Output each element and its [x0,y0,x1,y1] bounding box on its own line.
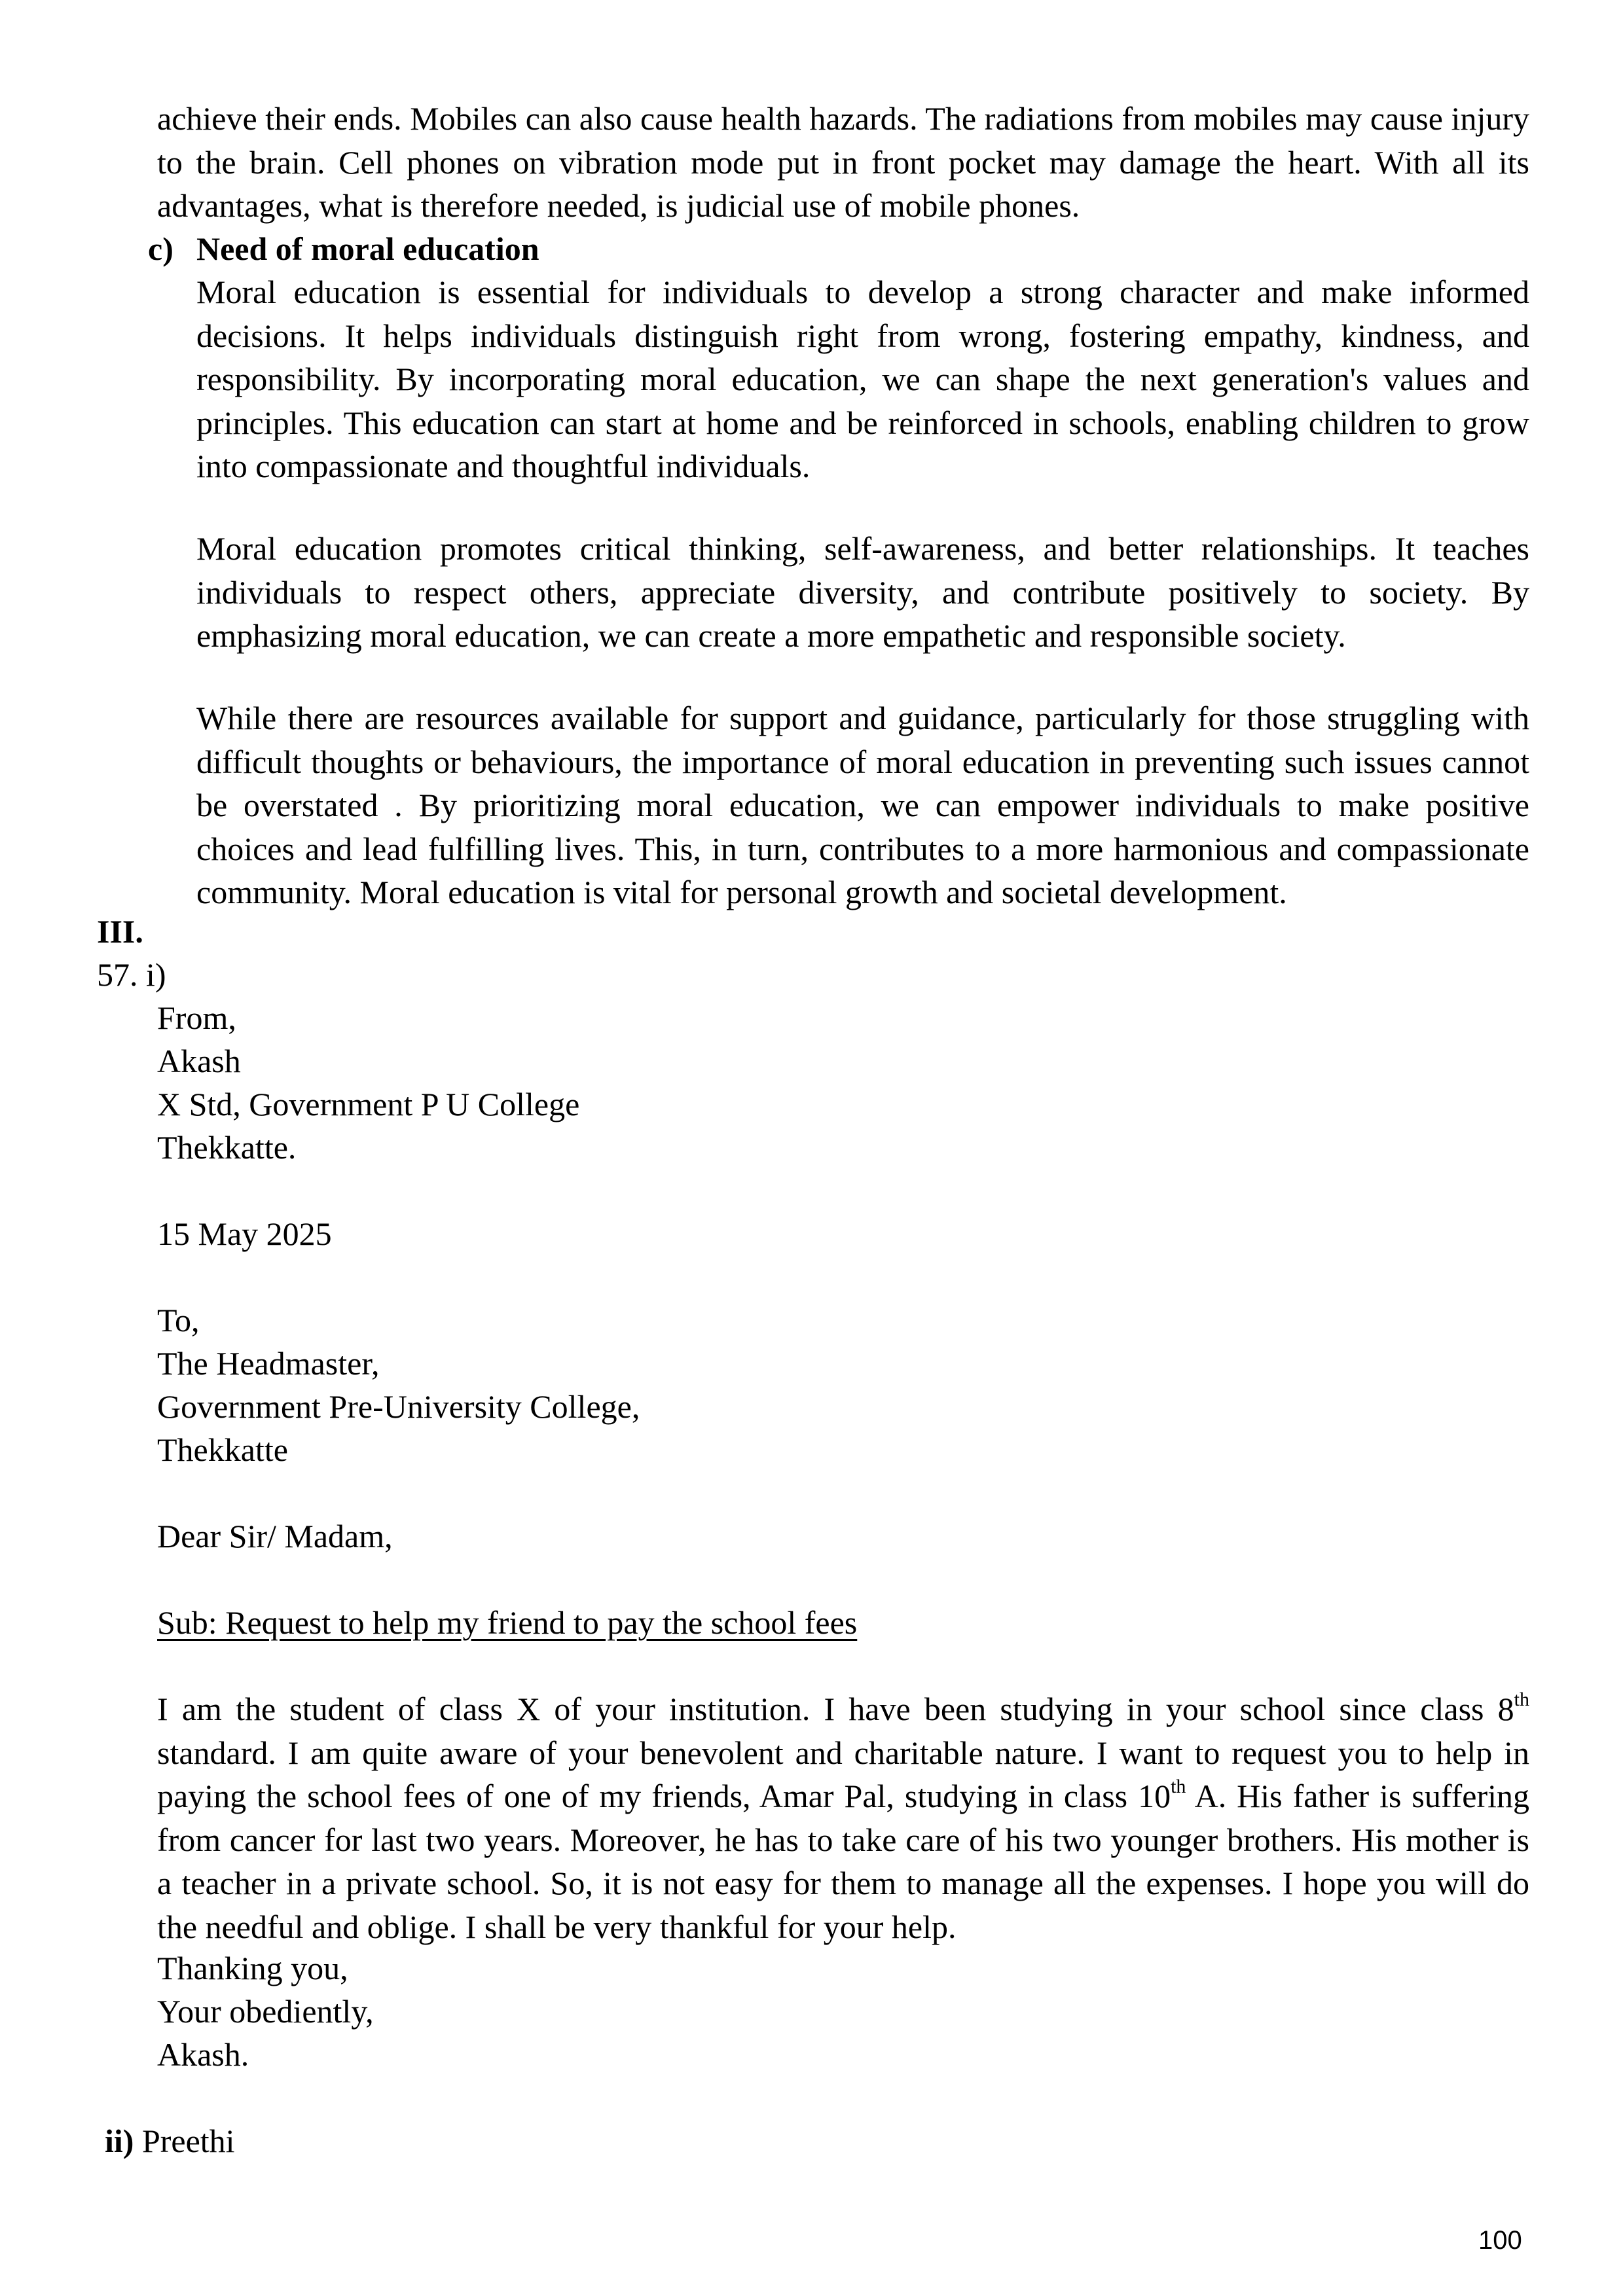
moral-education-paragraph-1: Moral education is essential for individuals to develop a strong character and make informed decisions. It helps individuals distinguish right from wrong, fostering empathy, kindness, and responsibility. By incorporating moral education, we can shape the next generation's values and principles. This education can start at home and be reinforced in schools, enabling children to grow into compassionate and thoughtful individuals. [196,274,1529,484]
letter-date: 15 May 2025 [157,1215,332,1252]
section-III-heading: III. [97,913,143,950]
part-ii-label: ii) [105,2123,134,2159]
letter-body-part-1: I am the student of class X of your institution. I have been studying in your school since class 8 [157,1691,1514,1727]
part-ii-text: Preethi [141,2123,235,2159]
page-number: 100 [1478,2226,1522,2255]
letter-body [157,1687,1529,1948]
letter-body-part-2: standard. I am quite aware of your benevolent and charitable nature. I want to request you to help in paying the school fees of one of my friends, Amar Pal, studying in class 10 [157,1734,1529,1814]
moral-education-paragraph-3: While there are resources available for support and guidance, particularly for those struggling with difficult thoughts or behaviours, the importance of moral education in preventing such issues cannot be overstated . By prioritizing moral education, we can empower individuals to make positive choices and lead fulfilling lives. This, in turn, contributes to a more harmonious and compassionate community. Moral education is vital for personal growth and societal development. [196,700,1529,910]
letter-body-part-3: A. His father is suffering from cancer for last two years. Moreover, he has to take care of his two younger brothers. His mother is a teacher in a private school. So, it is not easy for them to manage all the expenses. I hope you will do the needful and oblige. I shall be very thankful for your help. [157,1778,1530,1945]
section-c-marker: c) [148,230,173,267]
letter-signature: Akash. [157,2036,249,2073]
letter-from-address-1: X Std, Government P U College [157,1086,580,1122]
letter-salutation: Dear Sir/ Madam, [157,1518,393,1554]
continuation-paragraph: achieve their ends. Mobiles can also cause health hazards. The radiations from mobiles may cause injury to the brain. Cell phones on vibration mode put in front pocket may damage the heart. With all its advantages, what is therefore needed, is judicial use of mobile phones. [157,100,1529,224]
ordinal-suffix: th [1514,1689,1529,1710]
part-ii-answer [105,2119,235,2162]
letter-to-address-1: Government Pre-University College, [157,1388,640,1425]
letter-from-address-2: Thekkatte. [157,1129,297,1166]
letter-closing-1: Thanking you, [157,1950,348,1986]
letter-from-name: Akash [157,1043,241,1079]
letter-from-label: From, [157,999,236,1036]
ordinal-suffix: th [1171,1776,1186,1797]
section-c-heading: Need of moral education [196,230,539,267]
question-57-label: 57. i) [97,956,166,993]
moral-education-paragraph-2: Moral education promotes critical thinking, self-awareness, and better relationships. It teaches individuals to respect others, appreciate diversity, and contribute positively to society. By emphasizing moral education, we can create a more empathetic and responsible society. [196,530,1529,654]
letter-subject: Sub: Request to help my friend to pay the school fees [157,1604,858,1641]
letter-to-label: To, [157,1302,200,1338]
letter-closing-2: Your obediently, [157,1993,374,2030]
letter-to-address-2: Thekkatte [157,1431,288,1468]
letter-to-title: The Headmaster, [157,1345,380,1382]
